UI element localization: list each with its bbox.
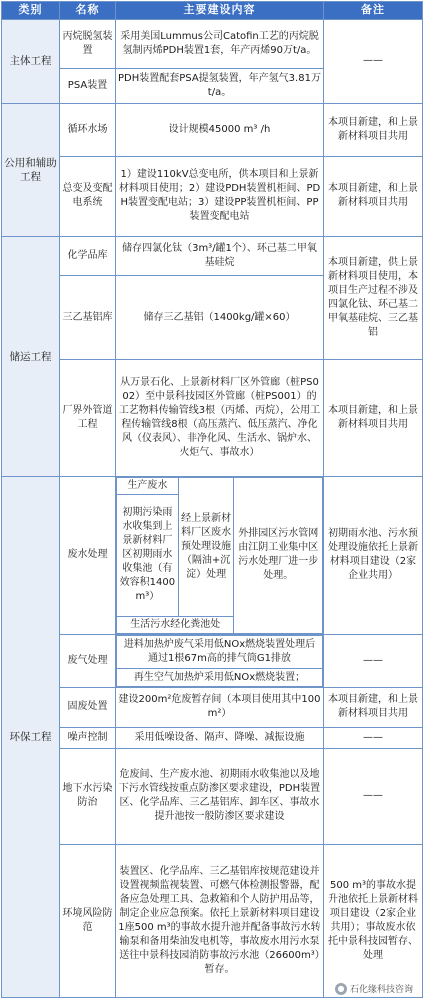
name-pipe: 厂界外管道工程 xyxy=(60,360,116,477)
name-power: 总变及变配电系统 xyxy=(60,156,116,236)
construction-content-table xyxy=(1,1,423,998)
gas-subtable xyxy=(116,635,323,687)
name-psa: PSA装置 xyxy=(60,69,116,104)
table-row xyxy=(2,687,423,727)
content-power: 1）建设110kV总变电所，供本项目和上景新材料项目使用；2）建设PDH装置机柜间、PDH装置变配电站；3）建设PP装置机柜间、PP装置变配电站 xyxy=(116,156,324,236)
category-main: 主体工程 xyxy=(2,19,60,103)
content-chem: 储存四氯化钛（3m³/罐1个）、环己基二甲氧基硅烷 xyxy=(116,236,324,276)
content-risk: 装置区、化学品库、三乙基铝库按规范建设并设置视频监视装置、可燃气体检测报警器，配备应急处理工具、急救箱和个人防护用品等，制定企业应急预案。依托上景新材料项目建设1座500 m³的事故水提升池并配备事故污水转输泵和备用柴油发电机等，事故废水用污水泵送往中景科技园消防事故污水池（26600m³）暂存。 xyxy=(116,845,324,998)
header-category: 类别 xyxy=(2,2,60,20)
name-gw: 地下水污染防治 xyxy=(60,748,116,844)
note-risk: 500 m³的事故水提升池依托上景新材料项目建设（2家企业共用）；事故废水依托中景科技园暂存、处理 xyxy=(324,845,423,998)
note-main: —— xyxy=(324,19,423,103)
table-row xyxy=(2,634,423,687)
note-power: 本项目新建，和上景新材料项目共用 xyxy=(324,156,423,236)
content-ww xyxy=(116,477,324,634)
table-row xyxy=(2,236,423,276)
table-row xyxy=(2,845,423,998)
content-cooling: 设计规模45000 m³ /h xyxy=(116,103,324,156)
content-psa: PDH装置配套PSA提氢装置，年产氢气3.81万t/a。 xyxy=(116,69,324,104)
note-pipe: 本项目新建，和上景新材料项目共用 xyxy=(324,360,423,477)
table-row xyxy=(2,19,423,68)
name-solid: 固废处置 xyxy=(60,687,116,727)
ww-col1: 初期污染雨水收集到上景新材料厂区初期雨水收集池（有效容积1400 m³） xyxy=(117,495,179,616)
wastewater-subtable xyxy=(116,477,323,633)
name-risk: 环境风险防范 xyxy=(60,845,116,998)
content-solid: 建设200m²危废暂存间（本项目使用其中100 m²） xyxy=(116,687,324,727)
header-content: 主要建设内容 xyxy=(116,2,324,20)
content-pdh: 采用美国Lummus公司Catofin工艺的丙烷脱氢制丙烯PDH装置1套，年产丙烯90万t/a。 xyxy=(116,19,324,68)
note-noise: —— xyxy=(324,727,423,748)
content-pipe: 从万景石化、上景新材料厂区外管廊（桩PS002）至中景科技园区外管廊（桩PS001）的工艺物料传输管线3根（丙烯、丙烷），公用工程传输管线8根（高压蒸汽、低压蒸汽、净化风（仪表风）、非净化风、生活水、锅炉水、火炬气、事故水） xyxy=(116,360,324,477)
note-ww: 初期雨水池、污水预处理设施依托上景新材料项目建设（2家企业共用） xyxy=(324,477,423,634)
name-pdh: 丙烷脱氢装置 xyxy=(60,19,116,68)
name-cooling: 循环水场 xyxy=(60,103,116,156)
name-gas: 废气处理 xyxy=(60,634,116,687)
name-chem: 化学品库 xyxy=(60,236,116,276)
content-gas xyxy=(116,634,324,687)
header-row xyxy=(2,2,423,20)
content-noise: 采用低噪设备、隔声、降噪、减振设施 xyxy=(116,727,324,748)
note-solid: 本项目新建，和上景新材料项目共用 xyxy=(324,687,423,727)
content-gw: 危废间、生产废水池、初期雨水收集池以及地下污水管线按重点防渗区要求建设，PDH装置区、化学品库、三乙基铝库、卸车区、事故水提升池按一般防渗区要求建设 xyxy=(116,748,324,844)
name-noise: 噪声控制 xyxy=(60,727,116,748)
note-gw: —— xyxy=(324,748,423,844)
table-row xyxy=(2,360,423,477)
header-name: 名称 xyxy=(60,2,116,20)
header-note: 备注 xyxy=(324,2,423,20)
table-row xyxy=(2,748,423,844)
gas-content-2: 再生空气加热炉采用低NOx燃烧装置； xyxy=(117,669,323,687)
wechat-icon: ● xyxy=(335,983,347,995)
ww-prod: 生产废水 xyxy=(117,478,179,495)
name-teal: 三乙基铝库 xyxy=(60,276,116,360)
ww-col2: 经上景新材料厂区废水预处理设施（隔油+沉淀）处理 xyxy=(178,478,234,616)
ww-dom: 生活污水经化粪池处 xyxy=(117,616,234,633)
gas-content-1: 进料加热炉废气采用低NOx燃烧装置处理后通过1根67m高的排气筒G1排放 xyxy=(117,635,323,669)
table-row xyxy=(2,727,423,748)
content-teal: 储存三乙基铝（1400kg/罐×60） xyxy=(116,276,324,360)
note-storage: 本项目新建，供上景新材料项目使用，本项目生产过程不涉及四氯化钛、环己基二甲氧基硅烷、三乙基铝 xyxy=(324,236,423,360)
category-env: 环保工程 xyxy=(2,477,60,998)
table-row xyxy=(2,103,423,156)
ww-col3: 外排园区污水管网由江阴工业集中区污水处理厂进一步处理。 xyxy=(234,478,323,633)
note-cooling: 本项目新建，和上景新材料项目共用 xyxy=(324,103,423,156)
category-utility: 公用和辅助工程 xyxy=(2,103,60,236)
watermark xyxy=(332,981,416,996)
category-storage: 储运工程 xyxy=(2,236,60,477)
table-row xyxy=(2,477,423,634)
note-gas: —— xyxy=(324,634,423,687)
watermark-text: 石化缘科技咨询 xyxy=(349,985,413,995)
table-row xyxy=(2,156,423,236)
name-ww: 废水处理 xyxy=(60,477,116,634)
